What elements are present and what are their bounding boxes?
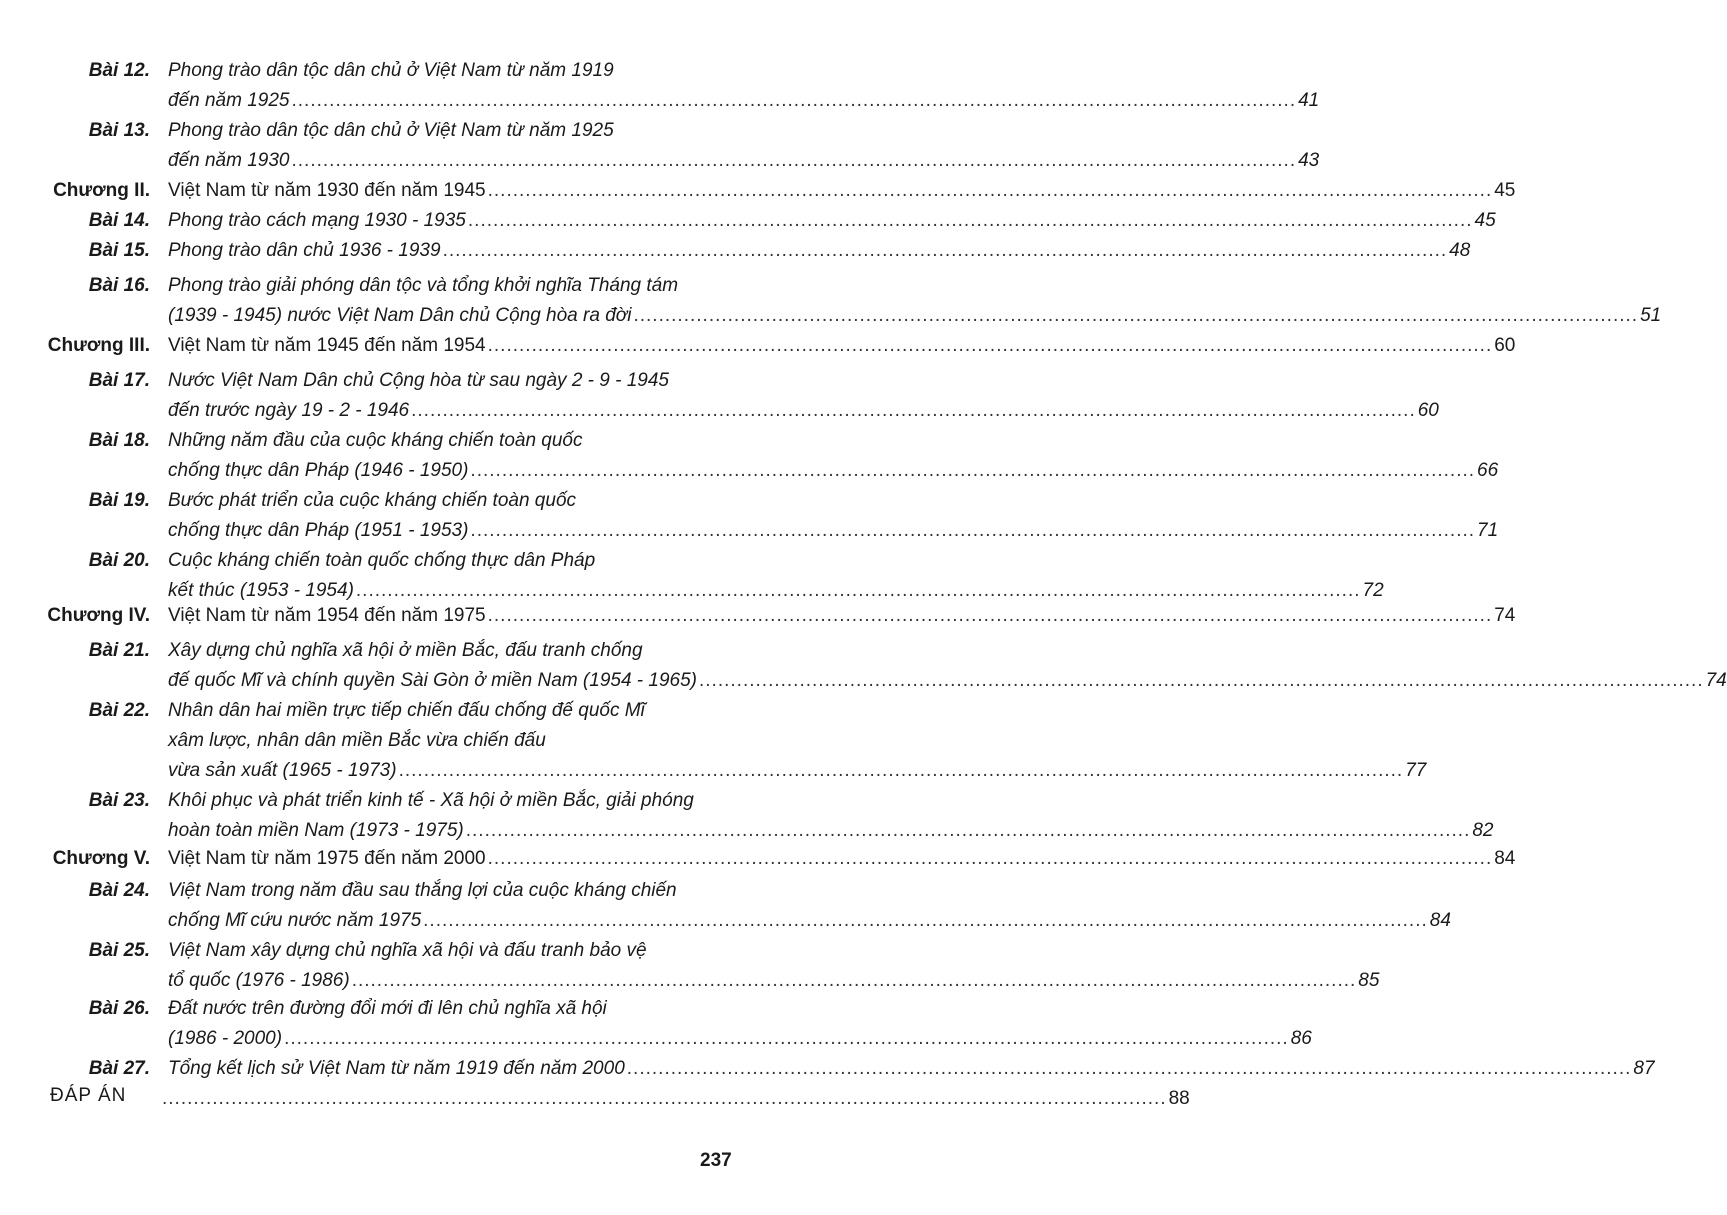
toc-entry-title-line — [168, 848, 1516, 872]
toc-entry-title-line — [168, 700, 738, 724]
dot-leader: ................................................................................................................................................................ — [162, 1088, 1167, 1109]
toc-entry-title-line — [168, 335, 1516, 359]
toc-entry-title-text: đến năm 1930 — [168, 150, 290, 171]
dot-leader: ................................................................................................................................................................ — [487, 180, 1493, 201]
toc-entry-title-line — [168, 580, 1384, 604]
dot-leader: ................................................................................................................................................................ — [470, 460, 1476, 481]
toc-entry-title-text: hoàn toàn miền Nam (1973 - 1975) — [168, 820, 464, 841]
toc-entry-page: 85 — [1358, 970, 1380, 991]
toc-entry-label: Bài 22. — [88, 700, 150, 721]
toc-entry-title-line — [168, 910, 1451, 934]
toc-entry-label: Bài 12. — [88, 60, 150, 81]
toc-entry-label: Bài 27. — [88, 1058, 150, 1079]
toc-entry-title-line — [168, 460, 1499, 484]
toc-entry-label: Bài 23. — [88, 790, 150, 811]
dot-leader: ................................................................................................................................................................ — [398, 760, 1404, 781]
toc-entry-title-text: Bước phát triển của cuộc kháng chiến toàn quốc — [168, 490, 577, 511]
toc-entry-title-line — [168, 520, 1499, 544]
toc-entry-title-text: xâm lược, nhân dân miền Bắc vừa chiến đấu — [168, 730, 546, 751]
toc-entry-title-text: Cuộc kháng chiến toàn quốc chống thực dân Pháp — [168, 550, 596, 571]
toc-entry-title-line — [168, 180, 1516, 204]
dot-leader: ................................................................................................................................................................ — [442, 240, 1448, 261]
toc-entry-page: 51 — [1640, 305, 1662, 326]
toc-entry-title-line — [168, 490, 738, 514]
answers-line — [160, 1088, 1190, 1110]
toc-entry-page: 74 — [1705, 670, 1727, 691]
toc-entry-label: Chương II. — [53, 180, 150, 201]
toc-entry-title-text: Việt Nam xây dựng chủ nghĩa xã hội và đấu tranh bảo vệ — [168, 940, 647, 961]
toc-entry-title-line — [168, 730, 738, 754]
toc-entry-title-text: chống thực dân Pháp (1951 - 1953) — [168, 520, 469, 541]
toc-entry-title-text: Nhân dân hai miền trực tiếp chiến đấu chống đế quốc Mĩ — [168, 700, 645, 721]
toc-entry-page: 41 — [1298, 90, 1320, 111]
toc-entry-title-text: Việt Nam từ năm 1975 đến năm 2000 — [168, 848, 486, 869]
toc-entry-label: Bài 15. — [88, 240, 150, 261]
toc-entry-title-text: Việt Nam từ năm 1930 đến năm 1945 — [168, 180, 486, 201]
toc-entry-label: Chương V. — [52, 848, 150, 869]
toc-entry-title-text: Phong trào giải phóng dân tộc và tổng khởi nghĩa Tháng tám — [168, 275, 679, 296]
toc-entry-title-line — [168, 1028, 1312, 1052]
toc-entry-title-line — [168, 605, 1516, 629]
dot-leader: ................................................................................................................................................................ — [699, 670, 1704, 691]
toc-entry-title-line — [168, 998, 738, 1022]
toc-entry-page: 45 — [1474, 210, 1496, 231]
dot-leader: ................................................................................................................................................................ — [633, 305, 1639, 326]
toc-entry-title-text: Đất nước trên đường đổi mới đi lên chủ nghĩa xã hội — [168, 998, 607, 1019]
toc-entry-title-line — [168, 820, 1494, 844]
toc-entry-page: 60 — [1494, 335, 1516, 356]
toc-entry-title-text: Phong trào cách mạng 1930 - 1935 — [168, 210, 466, 231]
toc-entry-title-text: Việt Nam trong năm đầu sau thắng lợi của cuộc kháng chiến — [168, 880, 677, 901]
toc-entry-title-line — [168, 210, 1496, 234]
toc-entry-label: Bài 14. — [88, 210, 150, 231]
toc-entry-title-line — [168, 1058, 1655, 1082]
dot-leader: ................................................................................................................................................................ — [487, 848, 1493, 869]
toc-entry-title-text: đến trước ngày 19 - 2 - 1946 — [168, 400, 410, 421]
toc-entry-page: 43 — [1298, 150, 1320, 171]
toc-entry-title-text: chống thực dân Pháp (1946 - 1950) — [168, 460, 469, 481]
toc-entry-title-line — [168, 120, 738, 144]
toc-entry-title-line — [168, 370, 738, 394]
toc-entry-title-line — [168, 550, 738, 574]
toc-entry-title-line — [168, 150, 1320, 174]
toc-entry-title-text: Những năm đầu của cuộc kháng chiến toàn quốc — [168, 430, 583, 451]
toc-entry-title-text: Phong trào dân tộc dân chủ ở Việt Nam từ năm 1925 — [168, 120, 614, 141]
toc-entry-page: 72 — [1362, 580, 1384, 601]
toc-entry-title-text: Việt Nam từ năm 1954 đến năm 1975 — [168, 605, 486, 626]
toc-entry-title-line — [168, 430, 738, 454]
toc-entry-label: Chương III. — [47, 335, 150, 356]
toc-entry-title-text: Việt Nam từ năm 1945 đến năm 1954 — [168, 335, 486, 356]
toc-entry-title-text: vừa sản xuất (1965 - 1973) — [168, 760, 397, 781]
toc-entry-page: 60 — [1417, 400, 1439, 421]
dot-leader: ................................................................................................................................................................ — [411, 400, 1416, 421]
dot-leader: ................................................................................................................................................................ — [284, 1028, 1289, 1049]
dot-leader: ................................................................................................................................................................ — [351, 970, 1357, 991]
toc-entry-page: 45 — [1494, 180, 1516, 201]
toc-entry-label: Bài 26. — [88, 998, 150, 1019]
toc-entry-label: Bài 18. — [88, 430, 150, 451]
dot-leader: ................................................................................................................................................................ — [423, 910, 1428, 931]
toc-entry-title-text: đế quốc Mĩ và chính quyền Sài Gòn ở miền Nam (1954 - 1965) — [168, 670, 697, 691]
toc-entry-page: 71 — [1477, 520, 1499, 541]
toc-entry-page: 66 — [1477, 460, 1499, 481]
toc-entry-label: Bài 20. — [88, 550, 150, 571]
toc-entry-title-text: Khôi phục và phát triển kinh tế - Xã hội ở miền Bắc, giải phóng — [168, 790, 694, 811]
page-number: 237 — [700, 1150, 732, 1171]
toc-entry-title-text: đến năm 1925 — [168, 90, 290, 111]
toc-entry-title-text: Tổng kết lịch sử Việt Nam từ năm 1919 đến năm 2000 — [168, 1058, 625, 1079]
dot-leader: ................................................................................................................................................................ — [291, 90, 1297, 111]
toc-entry-title-line — [168, 790, 738, 814]
toc-entry-title-line — [168, 305, 1662, 329]
toc-entry-page: 86 — [1290, 1028, 1312, 1049]
toc-entry-title-line — [168, 90, 1320, 114]
toc-entry-title-text: Phong trào dân chủ 1936 - 1939 — [168, 240, 441, 261]
toc-entry-label: Chương IV. — [47, 605, 150, 626]
toc-entry-page: 48 — [1449, 240, 1471, 261]
dot-leader: ................................................................................................................................................................ — [470, 520, 1476, 541]
toc-entry-label: Bài 16. — [88, 275, 150, 296]
toc-entry-page: 82 — [1472, 820, 1494, 841]
toc-entry-title-text: chống Mĩ cứu nước năm 1975 — [168, 910, 422, 931]
toc-entry-title-text: Xây dựng chủ nghĩa xã hội ở miền Bắc, đấu tranh chống — [168, 640, 643, 661]
toc-entry-page: 87 — [1633, 1058, 1655, 1079]
toc-entry-page: 77 — [1405, 760, 1427, 781]
toc-entry-title-line — [168, 760, 1427, 784]
toc-entry-title-text: (1939 - 1945) nước Việt Nam Dân chủ Cộng hòa ra đời — [168, 305, 632, 326]
answers-page: 88 — [1168, 1088, 1190, 1109]
dot-leader: ................................................................................................................................................................ — [487, 605, 1493, 626]
toc-entry-page: 74 — [1494, 605, 1516, 626]
toc-entry-title-line — [168, 880, 738, 904]
dot-leader: ................................................................................................................................................................ — [355, 580, 1361, 601]
toc-entry-title-line — [168, 275, 738, 299]
toc-entry-title-text: Nước Việt Nam Dân chủ Cộng hòa từ sau ngày 2 - 9 - 1945 — [168, 370, 669, 391]
toc-entry-label: Bài 19. — [88, 490, 150, 511]
toc-entry-label: Bài 24. — [88, 880, 150, 901]
toc-entry-title-line — [168, 400, 1439, 424]
dot-leader: ................................................................................................................................................................ — [465, 820, 1471, 841]
toc-entry-title-text: Phong trào dân tộc dân chủ ở Việt Nam từ năm 1919 — [168, 60, 614, 81]
toc-entry-title-line — [168, 940, 738, 964]
toc-entry-title-line — [168, 240, 1471, 264]
toc-entry-label: Bài 21. — [88, 640, 150, 661]
toc-entry-label: Bài 13. — [88, 120, 150, 141]
toc-entry-label: Bài 25. — [88, 940, 150, 961]
toc-entry-title-line — [168, 970, 1380, 994]
toc-entry-page: 84 — [1429, 910, 1451, 931]
toc-entry-label: Bài 17. — [88, 370, 150, 391]
dot-leader: ................................................................................................................................................................ — [487, 335, 1493, 356]
toc-entry-title-line — [168, 670, 1727, 694]
toc-entry-title-text: (1986 - 2000) — [168, 1028, 283, 1049]
toc-entry-title-text: tổ quốc (1976 - 1986) — [168, 970, 350, 991]
dot-leader: ................................................................................................................................................................ — [467, 210, 1473, 231]
dot-leader: ................................................................................................................................................................ — [626, 1058, 1632, 1079]
toc-entry-page: 84 — [1494, 848, 1516, 869]
toc-entry-title-line — [168, 640, 738, 664]
dot-leader: ................................................................................................................................................................ — [291, 150, 1297, 171]
answers-label: ĐÁP ÁN — [50, 1085, 127, 1106]
toc-entry-title-text: kết thúc (1953 - 1954) — [168, 580, 354, 601]
toc-entry-title-line — [168, 60, 738, 84]
